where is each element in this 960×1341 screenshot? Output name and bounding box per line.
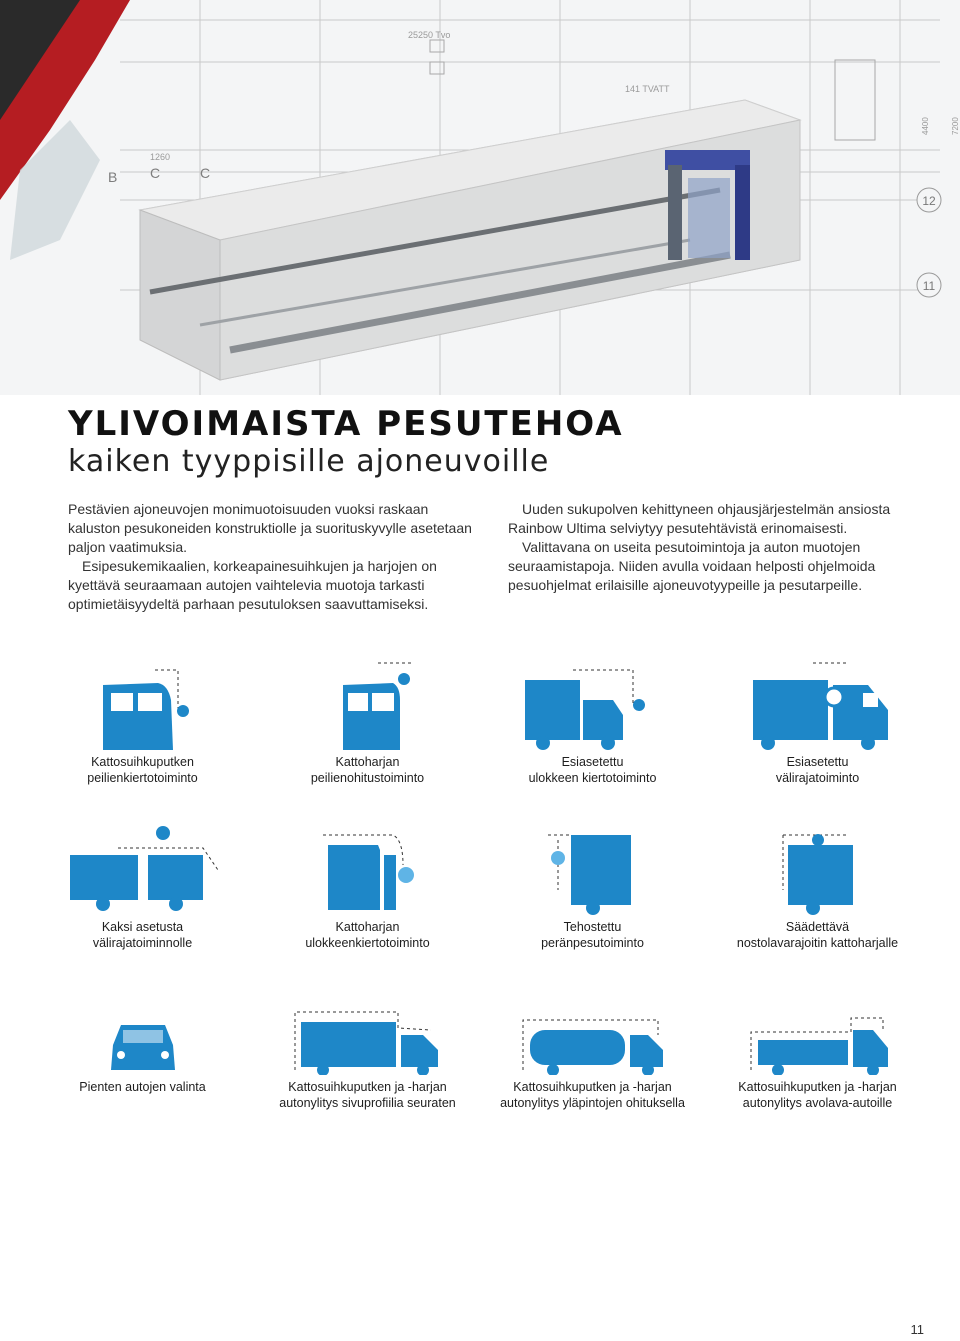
- paragraph: Uuden sukupolven kehittyneen ohjausjärjestelmän ansiosta Rainbow Ultima selviytyy pesutehtävistä erinomaisesti.: [508, 501, 891, 536]
- feature-item: [480, 655, 705, 786]
- feature-label: peränpesutoiminto: [541, 936, 644, 950]
- feature-item: [30, 655, 255, 786]
- feature-item: [30, 1000, 255, 1095]
- hero-illustration: [0, 0, 960, 395]
- feature-label: autonylitys yläpintojen ohituksella: [500, 1096, 685, 1110]
- feature-label: ulokkeenkiertotoiminto: [305, 936, 430, 950]
- page-subtitle: kaiken tyyppisille ajoneuvoille: [68, 444, 550, 479]
- feature-label: Kaksi asetusta: [101, 920, 184, 934]
- feature-item: [255, 820, 480, 951]
- feature-item: [705, 1000, 930, 1111]
- truck-overhang-icon: [513, 655, 673, 750]
- trailer-gap-icon: [58, 820, 228, 915]
- paragraph: Pestävien ajoneuvojen monimuotoisuuden vuoksi raskaan kaluston pesukoneiden konstruktiolle ja suorituskyvylle asetetaan paljon vaatimuksia.: [68, 501, 472, 555]
- wash-hall-3d-drawing: [0, 0, 960, 395]
- box-truck-icon: [283, 1000, 453, 1075]
- drawing-label: C: [150, 165, 161, 181]
- feature-label: välirajatoiminto: [775, 771, 860, 785]
- bus-mirror-icon: [83, 655, 203, 750]
- page-number: 11: [910, 1322, 924, 1337]
- drawing-label: C: [200, 165, 211, 181]
- feature-label: Esiasetettu: [561, 755, 624, 769]
- feature-label: Kattosuihkuputken ja -harjan: [513, 1080, 672, 1094]
- feature-label: Kattosuihkuputken ja -harjan: [288, 1080, 447, 1094]
- feature-label: autonylitys sivuprofiilia seuraten: [279, 1096, 456, 1110]
- axis-marker-label: 11: [922, 279, 936, 293]
- feature-label: nostolavarajoitin kattoharjalle: [736, 936, 899, 950]
- feature-item: [705, 820, 930, 951]
- feature-label: Esiasetettu: [786, 755, 849, 769]
- feature-label: Tehostettu: [563, 920, 622, 934]
- feature-label: Säädettävä: [785, 920, 850, 934]
- feature-item: [705, 655, 930, 786]
- drawing-label: B: [108, 169, 118, 185]
- feature-item: [30, 820, 255, 951]
- drawing-label: 141 TVATT: [625, 84, 670, 94]
- feature-label: Kattosuihkuputken: [91, 755, 194, 769]
- feature-label: peilienkiertotoiminto: [87, 771, 198, 785]
- drawing-label: 7200: [951, 117, 960, 135]
- page-title: YLIVOIMAISTA PESUTEHOA: [68, 404, 624, 444]
- axis-marker-label: 12: [922, 194, 936, 208]
- paragraph: Valittavana on useita pesutoimintoja ja auton muotojen seuraamistapoja. Niiden avulla voidaan helposti ohjelmoida pesuohjelmat erilaisille ajoneuvotyypeille ja pesutarpeille.: [508, 539, 876, 593]
- feature-item: [480, 820, 705, 951]
- feature-label: Pienten autojen valinta: [79, 1080, 206, 1094]
- feature-label: peilienohitustoiminto: [310, 771, 425, 785]
- paragraph: Esipesukemikaalien, korkeapainesuihkujen ja harjojen on kyettävä seuraamaan autojen vaihtelevia muotoja tarkasti optimietäisyydeltä parhaan pesutuloksen saavuttamiseksi.: [68, 558, 437, 612]
- feature-label: Kattosuihkuputken ja -harjan: [738, 1080, 897, 1094]
- feature-item: [255, 1000, 480, 1111]
- drawing-label: 25250 Tvo: [408, 30, 451, 40]
- feature-label: autonylitys avolava-autoille: [742, 1096, 893, 1110]
- tanker-icon: [508, 1000, 678, 1075]
- lift-limit-icon: [758, 820, 878, 915]
- body-right-column: [508, 500, 903, 595]
- feature-item: [480, 1000, 705, 1111]
- rear-wash-icon: [533, 820, 653, 915]
- cab-brush-icon: [308, 820, 428, 915]
- bus-front-icon: [308, 655, 428, 750]
- truck-gap-icon: [738, 655, 898, 750]
- flatbed-icon: [733, 1000, 903, 1075]
- feature-item: [255, 655, 480, 786]
- feature-label: ulokkeen kiertotoiminto: [528, 771, 657, 785]
- car-front-icon: [83, 1000, 203, 1075]
- body-left-column: [68, 500, 473, 614]
- feature-label: Kattoharjan: [335, 920, 400, 934]
- feature-label: välirajatoiminnolle: [92, 936, 193, 950]
- drawing-label: 1260: [150, 152, 171, 162]
- drawing-label: 4400: [921, 117, 930, 135]
- feature-label: Kattoharjan: [335, 755, 400, 769]
